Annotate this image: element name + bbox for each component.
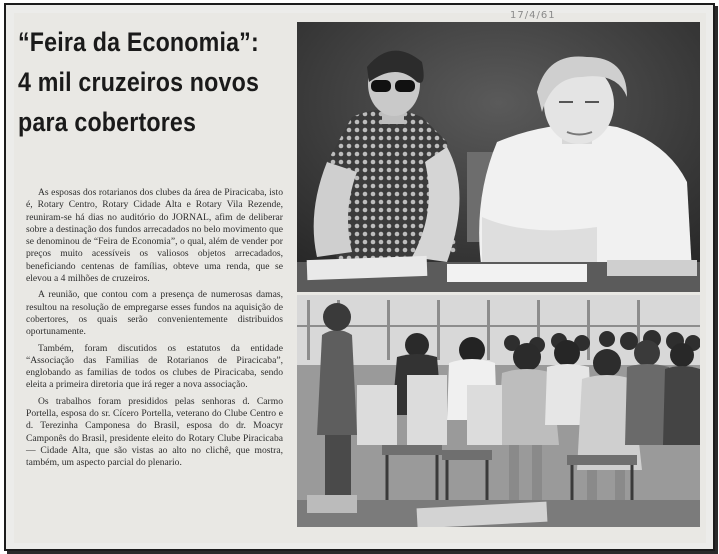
headline-line-2: 4 mil cruzeiros novos xyxy=(18,67,260,97)
photo-two-women-at-table xyxy=(297,22,700,292)
article-paragraph: A reunião, que contou com a presença de numerosas damas, resultou na resolução de empregarse esses fundos na aquisição de cobertores, os quais serão convenientemente distribuidos oportunamente. xyxy=(26,289,283,338)
photo-audience xyxy=(297,295,700,527)
handwritten-note: 17/4/61 xyxy=(510,10,556,21)
photo-top-illustration xyxy=(297,22,700,292)
photo-bottom-illustration xyxy=(297,295,700,527)
article-body xyxy=(26,187,283,474)
article-paragraph: Também, foram discutidos os estatutos da entidade “Associação das Familias de Rotarianos de Piracicaba”, englobando as familias de todos os clubes de Piracicaba, sendo eleita a primeira diretoria que irá reger a nova associação. xyxy=(26,342,283,391)
article-headline xyxy=(18,22,260,142)
headline-line-1: “Feira da Economia”: xyxy=(18,27,259,57)
article-paragraph: Os trabalhos foram presididos pelas senhoras d. Carmo Portella, esposa do sr. Cícero Portella, veterano do Clube Centro e d. Terezinha Camponesa do Brasil, esposa do dr. Moacyr Camponês do Brasil, presidente eleito do Rotary Clube Piracicaba — Cidade Alta, que são vistas ao alto no clichê, que mostra, também, um aspecto parcial do plenario. xyxy=(26,395,283,469)
headline-line-3: para cobertores xyxy=(18,107,197,137)
article-paragraph: As esposas dos rotarianos dos clubes da área de Piracicaba, isto é, Rotary Centro, Rotary Cidade Alta e Rotary Vila Rezende, reuniram-se há dias no auditório do JORNAL, afim de deliberar sobre a destinação dos fundos arrecadados no belo movimento que se denominou de “Feira de Economia”, o qual, além de vender por preços muito acessíveis os valiosos objetos arrecadados, beneficiando centenas de famílias, obteve uma renda, que se elevou a 4 milhões de cruzeiros. xyxy=(26,187,283,285)
